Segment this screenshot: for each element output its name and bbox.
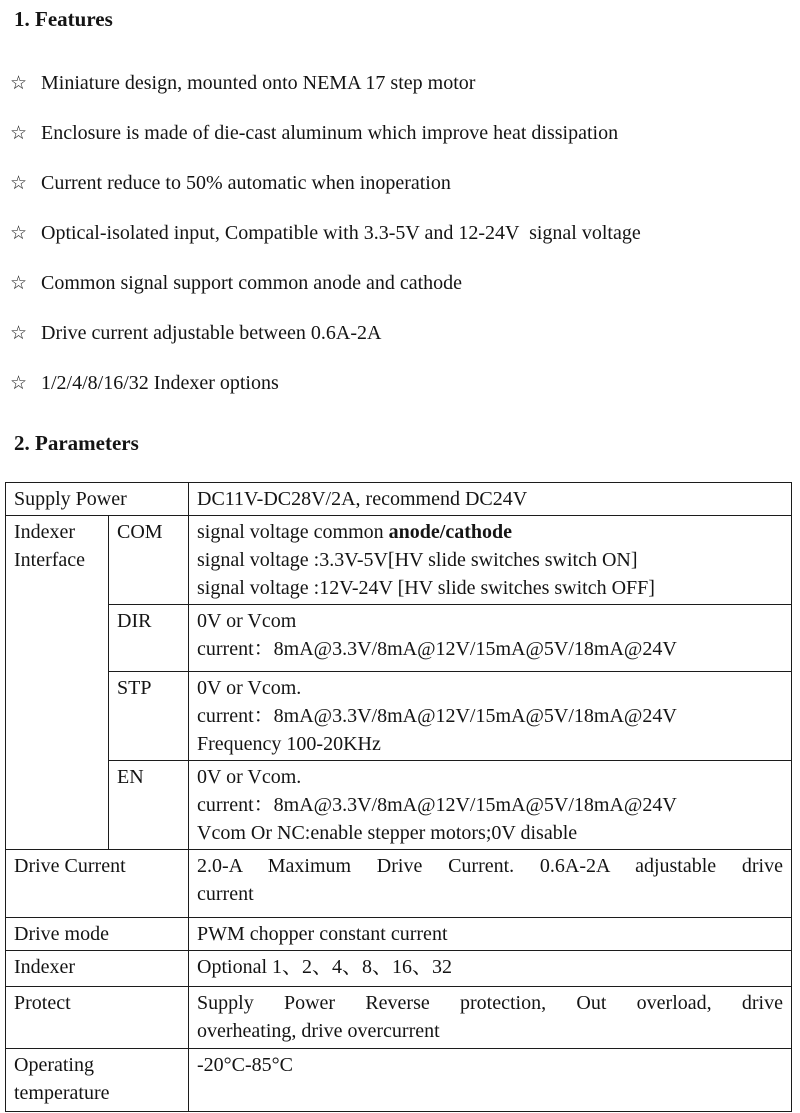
- row-value-drive-mode: PWM chopper constant current: [189, 918, 792, 951]
- stp-line-1: 0V or Vcom.: [197, 677, 302, 699]
- row-value-supply-power: DC11V-DC28V/2A, recommend DC24V: [189, 483, 792, 516]
- row-label-indexer: Indexer: [6, 951, 189, 987]
- subrow-label-com: COM: [109, 516, 189, 605]
- feature-item: [10, 171, 800, 196]
- table-row-drive-current: [6, 850, 792, 918]
- star-bullet-icon: ☆: [10, 72, 28, 94]
- row-label-drive-current: Drive Current: [6, 850, 189, 918]
- star-bullet-icon: ☆: [10, 172, 28, 194]
- row-value-com: [189, 516, 792, 605]
- row-value-drive-current: [189, 850, 792, 918]
- dir-line-1: 0V or Vcom: [197, 610, 297, 632]
- star-bullet-icon: ☆: [10, 272, 28, 294]
- table-row-drive-mode: [6, 918, 792, 951]
- table-row-operating-temperature: [6, 1049, 792, 1112]
- table-row-protect: [6, 987, 792, 1049]
- drive-current-line-1: 2.0-A Maximum Drive Current. 0.6A-2A adjustable drive: [197, 855, 783, 877]
- protect-line-2: overheating, drive overcurrent: [197, 1020, 440, 1042]
- table-row-stp: [6, 672, 792, 761]
- com-line-2: signal voltage :3.3V-5V[HV slide switches switch ON]: [197, 549, 638, 571]
- en-line-3: Vcom Or NC:enable stepper motors;0V disable: [197, 822, 578, 844]
- feature-text: Miniature design, mounted onto NEMA 17 step motor: [41, 72, 476, 94]
- row-label-drive-mode: Drive mode: [6, 918, 189, 951]
- table-row-indexer: [6, 951, 792, 987]
- feature-text: Current reduce to 50% automatic when inoperation: [41, 172, 451, 194]
- en-line-1: 0V or Vcom.: [197, 766, 302, 788]
- parameters-heading: 2. Parameters: [14, 431, 139, 455]
- subrow-label-dir: DIR: [109, 605, 189, 672]
- dir-line-2: current：8mA@3.3V/8mA@12V/15mA@5V/18mA@24V: [197, 638, 677, 660]
- feature-item: [10, 371, 800, 396]
- en-line-2: current：8mA@3.3V/8mA@12V/15mA@5V/18mA@24V: [197, 794, 677, 816]
- subrow-label-en: EN: [109, 761, 189, 850]
- feature-text: Optical-isolated input, Compatible with 3.3-5V and 12-24V signal voltage: [41, 222, 641, 244]
- row-value-dir: [189, 605, 792, 672]
- feature-text: 1/2/4/8/16/32 Indexer options: [41, 372, 279, 394]
- table-row-en: [6, 761, 792, 850]
- feature-text: Common signal support common anode and cathode: [41, 272, 463, 294]
- star-bullet-icon: ☆: [10, 372, 28, 394]
- star-bullet-icon: ☆: [10, 222, 28, 244]
- table-row-dir: [6, 605, 792, 672]
- row-value-stp: [189, 672, 792, 761]
- table-row-com: [6, 516, 792, 605]
- subrow-label-stp: STP: [109, 672, 189, 761]
- features-list: [10, 71, 800, 396]
- com-line1-bold: anode/cathode: [388, 521, 512, 543]
- row-value-en: [189, 761, 792, 850]
- row-label-supply-power: Supply Power: [6, 483, 189, 516]
- table-row-supply-power: [6, 483, 792, 516]
- row-value-indexer: Optional 1、2、4、8、16、32: [189, 951, 792, 987]
- feature-item: [10, 221, 800, 246]
- feature-item: [10, 121, 800, 146]
- drive-current-line-2: current: [197, 883, 254, 905]
- stp-line-2: current：8mA@3.3V/8mA@12V/15mA@5V/18mA@24V: [197, 705, 677, 727]
- star-bullet-icon: ☆: [10, 322, 28, 344]
- row-value-protect: [189, 987, 792, 1049]
- row-label-protect: Protect: [6, 987, 189, 1049]
- parameters-table: [5, 482, 792, 1112]
- feature-item: [10, 71, 800, 96]
- feature-text: Enclosure is made of die-cast aluminum which improve heat dissipation: [41, 122, 619, 144]
- feature-item: [10, 271, 800, 296]
- row-label-indexer-interface: Indexer Interface: [6, 516, 109, 850]
- star-bullet-icon: ☆: [10, 122, 28, 144]
- com-line-3: signal voltage :12V-24V [HV slide switches switch OFF]: [197, 577, 655, 599]
- feature-item: [10, 321, 800, 346]
- com-line1-prefix: signal voltage common: [197, 521, 389, 543]
- row-label-operating-temperature: Operating temperature: [6, 1049, 189, 1112]
- protect-line-1: Supply Power Reverse protection, Out overload, drive: [197, 992, 783, 1014]
- stp-line-3: Frequency 100-20KHz: [197, 733, 381, 755]
- com-line-1: [197, 518, 783, 546]
- row-value-operating-temperature: -20°C-85°C: [189, 1049, 792, 1112]
- feature-text: Drive current adjustable between 0.6A-2A: [41, 322, 382, 344]
- features-heading: 1. Features: [14, 7, 113, 31]
